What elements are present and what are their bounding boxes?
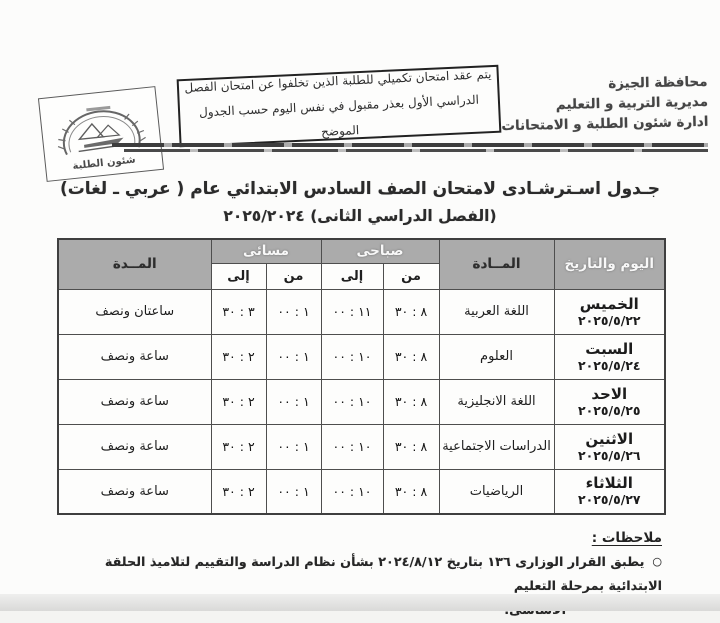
day-name: السبت xyxy=(585,339,634,358)
morning-from-cell: ٨ : ٣٠ xyxy=(383,334,439,379)
header-evening-from: من xyxy=(266,263,321,289)
table-row xyxy=(58,379,665,424)
duration-cell: ساعة ونصف xyxy=(58,424,211,469)
bullet-icon: ○ xyxy=(652,555,662,568)
day-cell xyxy=(554,334,665,379)
supplementary-exam-note-box xyxy=(177,65,502,148)
header-evening: مسائى xyxy=(211,239,321,263)
org-line-governorate: محافظة الجيزة xyxy=(608,73,708,92)
notes-heading: ملاحظات : xyxy=(591,530,662,546)
rule-bar-top xyxy=(112,143,708,147)
decorative-double-rule xyxy=(112,143,708,152)
duration-cell: ساعة ونصف xyxy=(58,334,211,379)
evening-to-cell: ٢ : ٣٠ xyxy=(211,469,266,514)
day-cell xyxy=(554,289,665,334)
evening-from-cell: ١ : ٠٠ xyxy=(266,469,321,514)
note-box-line2: الدراسي الأول بعذر مقبول في نفس اليوم حسب الجدول الموضح xyxy=(198,92,480,139)
table-row xyxy=(58,289,665,334)
header-morning-from: من xyxy=(383,263,439,289)
duration-cell: ساعتان ونصف xyxy=(58,289,211,334)
evening-from-cell: ١ : ٠٠ xyxy=(266,379,321,424)
subtitle-academic-year: ٢٠٢٥/٢٠٢٤ xyxy=(223,207,305,225)
morning-to-cell: ١٠ : ٠٠ xyxy=(321,334,383,379)
note-line1-text: يطبق القرار الوزارى ١٣٦ بتاريخ ٢٠٢٤/٨/١٢ بشأن نظام الدراسة والتقييم لتلاميذ الحلقة الابتدائية بمرحلة التعليم xyxy=(104,555,662,594)
org-header xyxy=(500,72,708,136)
day-name: الاثنين xyxy=(585,429,634,448)
header-evening-to: إلى xyxy=(211,263,266,289)
header-subject: المــادة xyxy=(439,239,554,289)
note-line1 xyxy=(58,551,662,599)
subject-cell: اللغة العربية xyxy=(439,289,554,334)
duration-cell: ساعة ونصف xyxy=(58,469,211,514)
morning-to-cell: ١٠ : ٠٠ xyxy=(321,424,383,469)
morning-to-cell: ١٠ : ٠٠ xyxy=(321,379,383,424)
duration-cell: ساعة ونصف xyxy=(58,379,211,424)
ministerial-note xyxy=(58,551,662,623)
table-row xyxy=(58,334,665,379)
evening-to-cell: ٣ : ٣٠ xyxy=(211,289,266,334)
header-morning-to: إلى xyxy=(321,263,383,289)
day-date: ٢٠٢٥/٥/٢٥ xyxy=(577,402,641,418)
day-date: ٢٠٢٥/٥/٢٦ xyxy=(577,447,641,463)
day-date: ٢٠٢٥/٥/٢٤ xyxy=(577,357,641,373)
subject-cell: العلوم xyxy=(439,334,554,379)
day-name: الثلاثاء xyxy=(585,474,633,493)
header-day-date: اليوم والتاريخ xyxy=(554,239,665,289)
morning-to-cell: ١٠ : ٠٠ xyxy=(321,469,383,514)
exam-schedule-table xyxy=(57,238,666,515)
table-row xyxy=(58,469,665,514)
evening-to-cell: ٢ : ٣٠ xyxy=(211,424,266,469)
org-line-administration: ادارة شئون الطلبة و الامتحانات xyxy=(501,113,709,135)
evening-to-cell: ٢ : ٣٠ xyxy=(211,334,266,379)
subject-cell: اللغة الانجليزية xyxy=(439,379,554,424)
header-duration: المــدة xyxy=(58,239,211,289)
subject-cell: الدراسات الاجتماعية xyxy=(439,424,554,469)
table-row xyxy=(58,424,665,469)
header-morning: صباحى xyxy=(321,239,439,263)
stamp-banner-text: شئون الطلبة xyxy=(72,154,137,173)
subject-cell: الرياضيات xyxy=(439,469,554,514)
day-cell xyxy=(554,379,665,424)
day-name: الخميس xyxy=(579,294,639,313)
org-line-directorate: مديرية التربية و التعليم xyxy=(555,93,709,114)
scan-edge-shading xyxy=(0,594,720,611)
morning-to-cell: ١١ : ٠٠ xyxy=(321,289,383,334)
morning-from-cell: ٨ : ٣٠ xyxy=(383,469,439,514)
note-box-line1: يتم عقد امتحان تكميلي للطلبة الذين تخلفوا عن امتحان الفصل xyxy=(184,66,492,95)
evening-to-cell: ٢ : ٣٠ xyxy=(211,379,266,424)
day-date: ٢٠٢٥/٥/٢٧ xyxy=(577,492,641,508)
morning-from-cell: ٨ : ٣٠ xyxy=(383,289,439,334)
morning-from-cell: ٨ : ٣٠ xyxy=(383,379,439,424)
evening-from-cell: ١ : ٠٠ xyxy=(266,289,321,334)
document-title: جـدول اسـترشـادى لامتحان الصف السادس الابتدائي عام ( عربي ـ لغات) xyxy=(59,179,661,199)
rule-bar-bottom xyxy=(124,149,708,152)
day-date: ٢٠٢٥/٥/٢٢ xyxy=(577,312,641,328)
student-affairs-stamp xyxy=(38,86,164,182)
stamp-emblem-icon xyxy=(39,87,163,181)
evening-from-cell: ١ : ٠٠ xyxy=(266,424,321,469)
document-subtitle xyxy=(0,207,720,225)
day-name: الاحد xyxy=(591,384,628,403)
day-cell xyxy=(554,469,665,514)
morning-from-cell: ٨ : ٣٠ xyxy=(383,424,439,469)
evening-from-cell: ١ : ٠٠ xyxy=(266,334,321,379)
subtitle-semester-label: (الفصل الدراسي الثانى) xyxy=(310,207,497,225)
day-cell xyxy=(554,424,665,469)
